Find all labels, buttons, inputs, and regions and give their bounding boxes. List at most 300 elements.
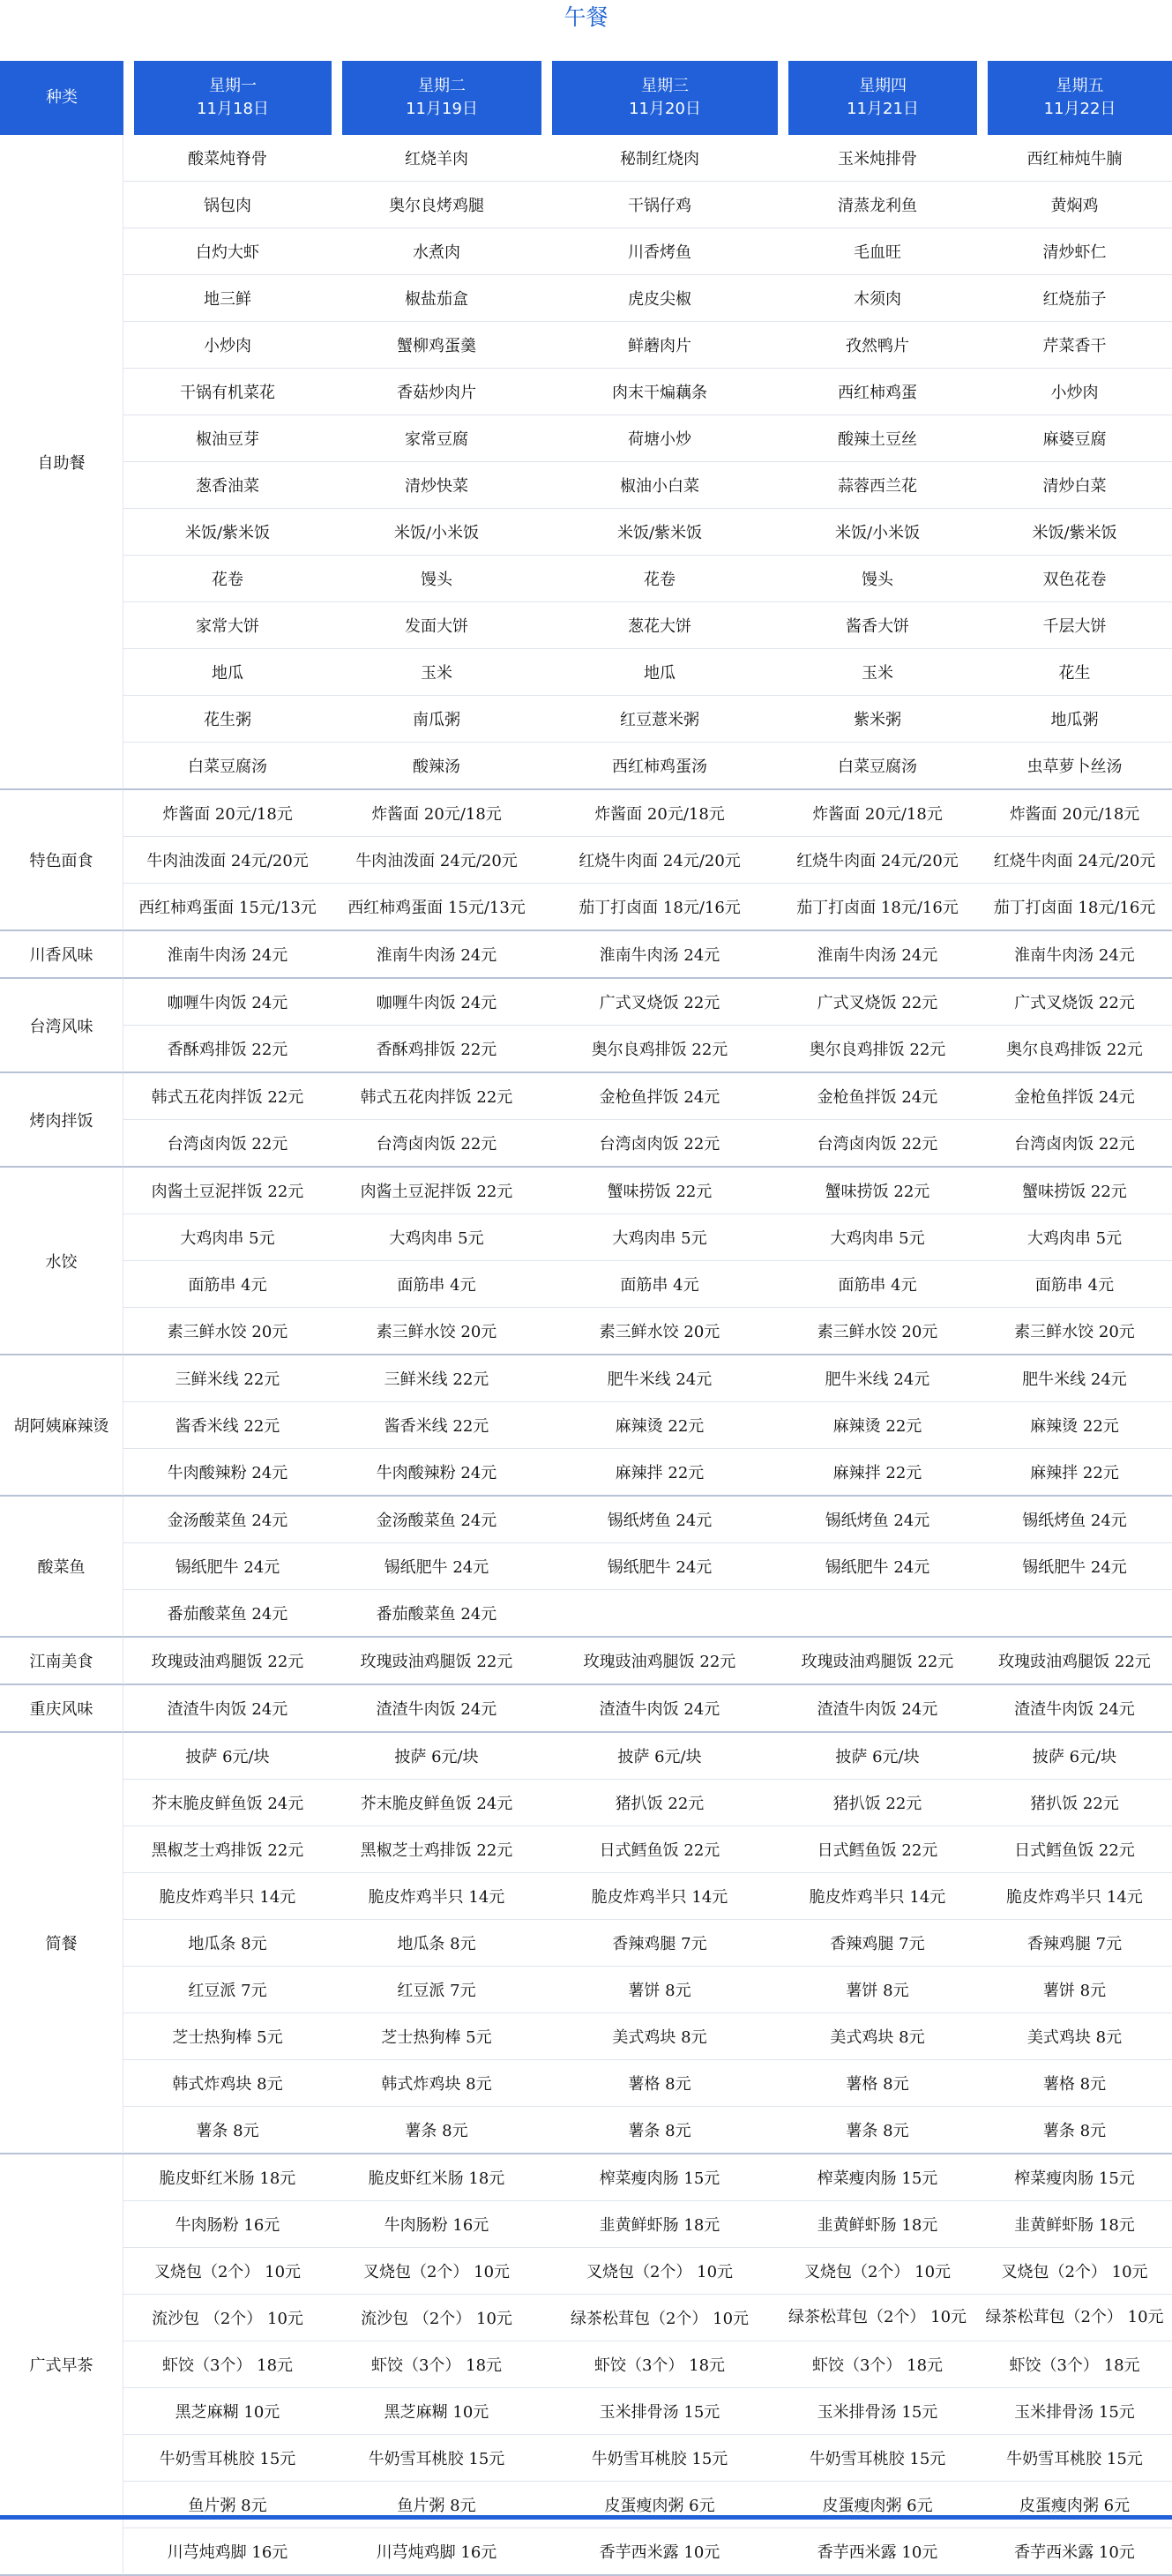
menu-item-cell: 川芎炖鸡脚 16元: [332, 2528, 541, 2576]
menu-item-cell: 清炒虾仁: [977, 228, 1172, 275]
menu-item-cell: 椒油小白菜: [541, 462, 778, 509]
menu-item-cell: 美式鸡块 8元: [977, 2013, 1172, 2060]
menu-item-cell: 茄丁打卤面 18元/16元: [541, 884, 778, 931]
menu-item-cell: 川芎炖鸡脚 16元: [123, 2528, 332, 2576]
menu-item-cell: 牛奶雪耳桃胶 15元: [541, 2435, 778, 2482]
menu-item-cell: 小炒肉: [977, 369, 1172, 415]
menu-row: [0, 1543, 1172, 1590]
menu-row: [0, 2248, 1172, 2295]
menu-item-cell: 素三鲜水饺 20元: [332, 1308, 541, 1355]
menu-item-cell: 香辣鸡腿 7元: [977, 1920, 1172, 1967]
menu-row: [0, 2435, 1172, 2482]
menu-item-cell: 锡纸肥牛 24元: [977, 1543, 1172, 1590]
menu-item-cell: 玫瑰豉油鸡腿饭 22元: [123, 1638, 332, 1685]
menu-item-cell: 薯饼 8元: [541, 1967, 778, 2013]
menu-row: [0, 182, 1172, 228]
menu-item-cell: 地瓜条 8元: [332, 1920, 541, 1967]
menu-item-cell: 地瓜条 8元: [123, 1920, 332, 1967]
menu-item-cell: 酱香米线 22元: [332, 1402, 541, 1449]
menu-item-cell: 香辣鸡腿 7元: [778, 1920, 977, 1967]
menu-row: [0, 743, 1172, 790]
category-cell: 烤肉拌饭: [0, 1073, 123, 1168]
menu-item-cell: 绿茶松茸包（2个） 10元: [541, 2295, 778, 2341]
menu-item-cell: 家常豆腐: [332, 415, 541, 462]
menu-row: [0, 1073, 1172, 1120]
menu-item-cell: 淮南牛肉汤 24元: [977, 931, 1172, 979]
menu-item-cell: 玉米排骨汤 15元: [778, 2388, 977, 2435]
menu-item-cell: 脆皮炸鸡半只 14元: [123, 1873, 332, 1920]
menu-item-cell: 清炒白菜: [977, 462, 1172, 509]
menu-item-cell: 金汤酸菜鱼 24元: [123, 1497, 332, 1543]
menu-row: [0, 2154, 1172, 2201]
menu-item-cell: 干锅有机菜花: [123, 369, 332, 415]
page-title: 午餐: [564, 4, 608, 30]
menu-item-cell: 韩式五花肉拌饭 22元: [332, 1073, 541, 1120]
menu-row: [0, 2295, 1172, 2341]
menu-item-cell: 金枪鱼拌饭 24元: [778, 1073, 977, 1120]
menu-item-cell: 台湾卤肉饭 22元: [977, 1120, 1172, 1168]
menu-item-cell: 薯条 8元: [123, 2107, 332, 2154]
menu-item-cell: 炸酱面 20元/18元: [778, 790, 977, 837]
menu-item-cell: 红豆薏米粥: [541, 696, 778, 743]
menu-item-cell: 牛肉油泼面 24元/20元: [332, 837, 541, 884]
menu-item-cell: 皮蛋瘦肉粥 6元: [977, 2482, 1172, 2528]
menu-item-cell: 韭黄鲜虾肠 18元: [541, 2201, 778, 2248]
menu-item-cell: 蟹味捞饭 22元: [541, 1168, 778, 1214]
menu-item-cell: 香菇炒肉片: [332, 369, 541, 415]
menu-item-cell: 花生: [977, 649, 1172, 696]
menu-item-cell: 渣渣牛肉饭 24元: [778, 1685, 977, 1733]
menu-body: [0, 135, 1172, 2576]
menu-row: [0, 1308, 1172, 1355]
menu-item-cell: 茄丁打卤面 18元/16元: [778, 884, 977, 931]
menu-item-cell: 台湾卤肉饭 22元: [778, 1120, 977, 1168]
menu-item-cell: 麻辣烫 22元: [977, 1402, 1172, 1449]
category-cell: 川香风味: [0, 931, 123, 979]
menu-item-cell: 水煮肉: [332, 228, 541, 275]
menu-item-cell: 披萨 6元/块: [977, 1733, 1172, 1780]
menu-item-cell: 椒盐茄盒: [332, 275, 541, 322]
menu-item-cell: 牛肉肠粉 16元: [332, 2201, 541, 2248]
menu-row: [0, 275, 1172, 322]
menu-item-cell: 咖喱牛肉饭 24元: [332, 979, 541, 1026]
category-cell: 江南美食: [0, 1638, 123, 1685]
menu-item-cell: 猪扒饭 22元: [778, 1780, 977, 1826]
menu-item-cell: 木须肉: [778, 275, 977, 322]
menu-item-cell: 广式叉烧饭 22元: [778, 979, 977, 1026]
category-cell: 广式早茶: [0, 2154, 123, 2576]
menu-item-cell: 叉烧包（2个） 10元: [332, 2248, 541, 2295]
menu-item-cell: 面筋串 4元: [541, 1261, 778, 1308]
menu-item-cell: 玉米排骨汤 15元: [977, 2388, 1172, 2435]
menu-item-cell: 披萨 6元/块: [123, 1733, 332, 1780]
menu-item-cell: 麻婆豆腐: [977, 415, 1172, 462]
menu-item-cell: 牛奶雪耳桃胶 15元: [778, 2435, 977, 2482]
menu-item-cell: 酱香大饼: [778, 602, 977, 649]
menu-item-cell: 脆皮炸鸡半只 14元: [332, 1873, 541, 1920]
menu-item-cell: 薯格 8元: [778, 2060, 977, 2107]
menu-item-cell: 鱼片粥 8元: [332, 2482, 541, 2528]
menu-item-cell: 肉酱土豆泥拌饭 22元: [123, 1168, 332, 1214]
menu-item-cell: 玫瑰豉油鸡腿饭 22元: [977, 1638, 1172, 1685]
menu-item-cell: 渣渣牛肉饭 24元: [123, 1685, 332, 1733]
header-weekday: 星期四: [859, 77, 907, 95]
menu-item-cell: 薯格 8元: [541, 2060, 778, 2107]
category-cell: 胡阿姨麻辣烫: [0, 1355, 123, 1497]
menu-item-cell: 脆皮虾红米肠 18元: [123, 2154, 332, 2201]
menu-item-cell: 千层大饼: [977, 602, 1172, 649]
menu-item-cell: 锡纸肥牛 24元: [541, 1543, 778, 1590]
menu-item-cell: 薯格 8元: [977, 2060, 1172, 2107]
menu-item-cell: 披萨 6元/块: [541, 1733, 778, 1780]
menu-item-cell: 广式叉烧饭 22元: [977, 979, 1172, 1026]
menu-item-cell: 麻辣烫 22元: [778, 1402, 977, 1449]
menu-item-cell: 流沙包 （2个） 10元: [123, 2295, 332, 2341]
menu-row: [0, 462, 1172, 509]
menu-item-cell: 叉烧包（2个） 10元: [977, 2248, 1172, 2295]
category-cell: 水饺: [0, 1168, 123, 1355]
menu-item-cell: 猪扒饭 22元: [977, 1780, 1172, 1826]
menu-item-cell: 黑椒芝士鸡排饭 22元: [123, 1826, 332, 1873]
menu-row: [0, 696, 1172, 743]
menu-item-cell: 披萨 6元/块: [332, 1733, 541, 1780]
menu-item-cell: 肉末干煸藕条: [541, 369, 778, 415]
menu-item-cell: 薯条 8元: [778, 2107, 977, 2154]
menu-item-cell: 脆皮炸鸡半只 14元: [541, 1873, 778, 1920]
menu-item-cell: 红豆派 7元: [332, 1967, 541, 2013]
header-weekday: 星期二: [418, 77, 466, 95]
menu-item-cell: 红烧茄子: [977, 275, 1172, 322]
menu-item-cell: 薯条 8元: [541, 2107, 778, 2154]
menu-item-cell: 虾饺（3个） 18元: [778, 2341, 977, 2388]
category-cell: 简餐: [0, 1733, 123, 2154]
menu-row: [0, 1402, 1172, 1449]
menu-item-cell: 叉烧包（2个） 10元: [123, 2248, 332, 2295]
menu-row: [0, 2013, 1172, 2060]
menu-row: [0, 1355, 1172, 1402]
menu-row: [0, 1733, 1172, 1780]
menu-item-cell: 猪扒饭 22元: [541, 1780, 778, 1826]
menu-row: [0, 2201, 1172, 2248]
menu-item-cell: 家常大饼: [123, 602, 332, 649]
menu-item-cell: 芥末脆皮鲜鱼饭 24元: [123, 1780, 332, 1826]
menu-row: [0, 1826, 1172, 1873]
header-weekday: 星期五: [1056, 77, 1104, 95]
menu-item-cell: 奥尔良烤鸡腿: [332, 182, 541, 228]
menu-item-cell: 芹菜香干: [977, 322, 1172, 369]
menu-row: [0, 415, 1172, 462]
menu-item-cell: 花卷: [541, 556, 778, 602]
menu-item-cell: 炸酱面 20元/18元: [541, 790, 778, 837]
menu-item-cell: 地三鲜: [123, 275, 332, 322]
menu-item-cell: 黑芝麻糊 10元: [123, 2388, 332, 2435]
menu-item-cell: 脆皮虾红米肠 18元: [332, 2154, 541, 2201]
category-cell: 特色面食: [0, 790, 123, 931]
menu-item-cell: 蟹味捞饭 22元: [977, 1168, 1172, 1214]
menu-item-cell: 肥牛米线 24元: [778, 1355, 977, 1402]
header-date: 11月18日: [197, 100, 269, 118]
menu-row: [0, 1920, 1172, 1967]
menu-row: [0, 1638, 1172, 1685]
menu-item-cell: 蒜蓉西兰花: [778, 462, 977, 509]
menu-item-cell: 芝士热狗棒 5元: [332, 2013, 541, 2060]
header-weekday: 星期三: [641, 77, 689, 95]
menu-item-cell: 美式鸡块 8元: [541, 2013, 778, 2060]
menu-item-cell: 白菜豆腐汤: [778, 743, 977, 790]
header-day: [778, 61, 977, 135]
menu-item-cell: [778, 1590, 977, 1638]
menu-row: [0, 1497, 1172, 1543]
menu-item-cell: 秘制红烧肉: [541, 135, 778, 182]
menu-item-cell: 榨菜瘦肉肠 15元: [778, 2154, 977, 2201]
menu-item-cell: 鲜蘑肉片: [541, 322, 778, 369]
menu-item-cell: 皮蛋瘦肉粥 6元: [541, 2482, 778, 2528]
menu-item-cell: 清炒快菜: [332, 462, 541, 509]
header-date: 11月22日: [1043, 100, 1116, 118]
menu-row: [0, 1449, 1172, 1497]
menu-item-cell: 白灼大虾: [123, 228, 332, 275]
menu-item-cell: 麻辣拌 22元: [778, 1449, 977, 1497]
menu-row: [0, 790, 1172, 837]
menu-row: [0, 322, 1172, 369]
header-date: 11月19日: [406, 100, 478, 118]
menu-item-cell: 炸酱面 20元/18元: [123, 790, 332, 837]
menu-item-cell: 肉酱土豆泥拌饭 22元: [332, 1168, 541, 1214]
menu-item-cell: 炸酱面 20元/18元: [332, 790, 541, 837]
menu-item-cell: 红烧羊肉: [332, 135, 541, 182]
menu-row: [0, 649, 1172, 696]
menu-item-cell: 台湾卤肉饭 22元: [541, 1120, 778, 1168]
menu-item-cell: 米饭/紫米饭: [123, 509, 332, 556]
menu-row: [0, 228, 1172, 275]
menu-item-cell: 金枪鱼拌饭 24元: [541, 1073, 778, 1120]
menu-item-cell: 薯饼 8元: [778, 1967, 977, 2013]
menu-item-cell: 小炒肉: [123, 322, 332, 369]
menu-row: [0, 2388, 1172, 2435]
menu-item-cell: 红烧牛肉面 24元/20元: [541, 837, 778, 884]
menu-item-cell: 酸辣土豆丝: [778, 415, 977, 462]
menu-row: [0, 979, 1172, 1026]
menu-item-cell: 广式叉烧饭 22元: [541, 979, 778, 1026]
menu-row: [0, 884, 1172, 931]
menu-item-cell: 牛奶雪耳桃胶 15元: [977, 2435, 1172, 2482]
menu-item-cell: 玫瑰豉油鸡腿饭 22元: [332, 1638, 541, 1685]
menu-row: [0, 1214, 1172, 1261]
menu-item-cell: 香酥鸡排饭 22元: [332, 1026, 541, 1073]
menu-item-cell: 大鸡肉串 5元: [778, 1214, 977, 1261]
menu-item-cell: 面筋串 4元: [778, 1261, 977, 1308]
menu-item-cell: 西红柿鸡蛋面 15元/13元: [123, 884, 332, 931]
menu-item-cell: 台湾卤肉饭 22元: [332, 1120, 541, 1168]
menu-item-cell: 牛肉酸辣粉 24元: [332, 1449, 541, 1497]
menu-item-cell: 锡纸肥牛 24元: [332, 1543, 541, 1590]
menu-item-cell: 脆皮炸鸡半只 14元: [977, 1873, 1172, 1920]
menu-item-cell: 淮南牛肉汤 24元: [541, 931, 778, 979]
menu-item-cell: 西红柿鸡蛋汤: [541, 743, 778, 790]
menu-item-cell: 紫米粥: [778, 696, 977, 743]
menu-item-cell: 花生粥: [123, 696, 332, 743]
menu-item-cell: 黄焖鸡: [977, 182, 1172, 228]
menu-item-cell: 披萨 6元/块: [778, 1733, 977, 1780]
menu-item-cell: 牛肉油泼面 24元/20元: [123, 837, 332, 884]
menu-item-cell: 玫瑰豉油鸡腿饭 22元: [778, 1638, 977, 1685]
menu-item-cell: 红烧牛肉面 24元/20元: [977, 837, 1172, 884]
menu-item-cell: 酸辣汤: [332, 743, 541, 790]
header-day: [541, 61, 778, 135]
menu-item-cell: 薯条 8元: [332, 2107, 541, 2154]
menu-item-cell: 香芋西米露 10元: [541, 2528, 778, 2576]
menu-row: [0, 2341, 1172, 2388]
menu-item-cell: 虎皮尖椒: [541, 275, 778, 322]
menu-item-cell: 牛奶雪耳桃胶 15元: [123, 2435, 332, 2482]
menu-item-cell: 韭黄鲜虾肠 18元: [977, 2201, 1172, 2248]
menu-item-cell: 脆皮炸鸡半只 14元: [778, 1873, 977, 1920]
menu-item-cell: 黑椒芝士鸡排饭 22元: [332, 1826, 541, 1873]
menu-item-cell: 肥牛米线 24元: [541, 1355, 778, 1402]
menu-item-cell: 茄丁打卤面 18元/16元: [977, 884, 1172, 931]
menu-row: [0, 556, 1172, 602]
menu-item-cell: 米饭/紫米饭: [977, 509, 1172, 556]
menu-item-cell: 锅包肉: [123, 182, 332, 228]
menu-item-cell: 香芋西米露 10元: [778, 2528, 977, 2576]
menu-item-cell: 馒头: [332, 556, 541, 602]
menu-item-cell: 干锅仔鸡: [541, 182, 778, 228]
menu-item-cell: 韭黄鲜虾肠 18元: [778, 2201, 977, 2248]
menu-item-cell: 虾饺（3个） 18元: [977, 2341, 1172, 2388]
menu-item-cell: 面筋串 4元: [123, 1261, 332, 1308]
menu-item-cell: 绿茶松茸包（2个） 10元: [977, 2295, 1172, 2341]
menu-item-cell: 台湾卤肉饭 22元: [123, 1120, 332, 1168]
menu-item-cell: 锡纸肥牛 24元: [778, 1543, 977, 1590]
menu-item-cell: 美式鸡块 8元: [778, 2013, 977, 2060]
menu-row: [0, 1873, 1172, 1920]
menu-item-cell: 金枪鱼拌饭 24元: [977, 1073, 1172, 1120]
lunch-menu-table: [0, 61, 1172, 2576]
menu-item-cell: 日式鳕鱼饭 22元: [541, 1826, 778, 1873]
menu-item-cell: 淮南牛肉汤 24元: [123, 931, 332, 979]
menu-item-cell: 黑芝麻糊 10元: [332, 2388, 541, 2435]
menu-item-cell: 大鸡肉串 5元: [123, 1214, 332, 1261]
menu-item-cell: 叉烧包（2个） 10元: [541, 2248, 778, 2295]
menu-row: [0, 135, 1172, 182]
header-day: [332, 61, 541, 135]
menu-item-cell: 玫瑰豉油鸡腿饭 22元: [541, 1638, 778, 1685]
menu-item-cell: 日式鳕鱼饭 22元: [778, 1826, 977, 1873]
menu-item-cell: 玉米: [332, 649, 541, 696]
menu-item-cell: 日式鳕鱼饭 22元: [977, 1826, 1172, 1873]
category-cell: 台湾风味: [0, 979, 123, 1073]
menu-item-cell: 地瓜粥: [977, 696, 1172, 743]
menu-item-cell: 葱香油菜: [123, 462, 332, 509]
menu-item-cell: 米饭/小米饭: [778, 509, 977, 556]
menu-item-cell: 三鲜米线 22元: [123, 1355, 332, 1402]
menu-item-cell: 红烧牛肉面 24元/20元: [778, 837, 977, 884]
menu-item-cell: 素三鲜水饺 20元: [778, 1308, 977, 1355]
menu-item-cell: 素三鲜水饺 20元: [123, 1308, 332, 1355]
menu-item-cell: 双色花卷: [977, 556, 1172, 602]
menu-item-cell: 榨菜瘦肉肠 15元: [541, 2154, 778, 2201]
menu-item-cell: 虫草萝卜丝汤: [977, 743, 1172, 790]
menu-item-cell: 西红柿炖牛腩: [977, 135, 1172, 182]
header-day: [123, 61, 332, 135]
category-cell: 重庆风味: [0, 1685, 123, 1733]
menu-row: [0, 1026, 1172, 1073]
menu-item-cell: [977, 1590, 1172, 1638]
menu-item-cell: 南瓜粥: [332, 696, 541, 743]
menu-item-cell: 麻辣拌 22元: [977, 1449, 1172, 1497]
header-date: 11月21日: [847, 100, 919, 118]
menu-item-cell: 叉烧包（2个） 10元: [778, 2248, 977, 2295]
menu-item-cell: 虾饺（3个） 18元: [123, 2341, 332, 2388]
menu-item-cell: 虾饺（3个） 18元: [541, 2341, 778, 2388]
menu-item-cell: [541, 1590, 778, 1638]
menu-row: [0, 2107, 1172, 2154]
menu-row: [0, 2528, 1172, 2576]
menu-item-cell: 鱼片粥 8元: [123, 2482, 332, 2528]
menu-item-cell: 花卷: [123, 556, 332, 602]
menu-item-cell: 玉米炖排骨: [778, 135, 977, 182]
menu-item-cell: 锡纸烤鱼 24元: [977, 1497, 1172, 1543]
menu-item-cell: 渣渣牛肉饭 24元: [977, 1685, 1172, 1733]
category-cell: 自助餐: [0, 135, 123, 790]
menu-item-cell: 香芋西米露 10元: [977, 2528, 1172, 2576]
menu-row: [0, 1685, 1172, 1733]
menu-item-cell: 麻辣拌 22元: [541, 1449, 778, 1497]
menu-item-cell: 玉米排骨汤 15元: [541, 2388, 778, 2435]
menu-item-cell: 芝士热狗棒 5元: [123, 2013, 332, 2060]
menu-item-cell: 芥末脆皮鲜鱼饭 24元: [332, 1780, 541, 1826]
menu-row: [0, 1120, 1172, 1168]
menu-row: [0, 509, 1172, 556]
menu-item-cell: 咖喱牛肉饭 24元: [123, 979, 332, 1026]
menu-item-cell: 渣渣牛肉饭 24元: [541, 1685, 778, 1733]
bottom-accent-bar: [0, 2515, 1172, 2520]
menu-item-cell: 锡纸烤鱼 24元: [541, 1497, 778, 1543]
menu-row: [0, 1168, 1172, 1214]
menu-item-cell: 虾饺（3个） 18元: [332, 2341, 541, 2388]
menu-item-cell: 大鸡肉串 5元: [541, 1214, 778, 1261]
menu-item-cell: 地瓜: [541, 649, 778, 696]
menu-row: [0, 2060, 1172, 2107]
header-day: [977, 61, 1172, 135]
menu-item-cell: 薯饼 8元: [977, 1967, 1172, 2013]
menu-row: [0, 1590, 1172, 1638]
menu-item-cell: 奥尔良鸡排饭 22元: [541, 1026, 778, 1073]
menu-item-cell: 牛肉酸辣粉 24元: [123, 1449, 332, 1497]
menu-item-cell: 面筋串 4元: [977, 1261, 1172, 1308]
menu-item-cell: 三鲜米线 22元: [332, 1355, 541, 1402]
menu-item-cell: 地瓜: [123, 649, 332, 696]
menu-item-cell: 红豆派 7元: [123, 1967, 332, 2013]
menu-item-cell: 米饭/紫米饭: [541, 509, 778, 556]
menu-item-cell: 韩式五花肉拌饭 22元: [123, 1073, 332, 1120]
menu-item-cell: 锡纸肥牛 24元: [123, 1543, 332, 1590]
menu-item-cell: 韩式炸鸡块 8元: [332, 2060, 541, 2107]
menu-item-cell: 香酥鸡排饭 22元: [123, 1026, 332, 1073]
menu-item-cell: 锡纸烤鱼 24元: [778, 1497, 977, 1543]
menu-item-cell: 榨菜瘦肉肠 15元: [977, 2154, 1172, 2201]
menu-item-cell: 蟹味捞饭 22元: [778, 1168, 977, 1214]
menu-item-cell: 川香烤鱼: [541, 228, 778, 275]
menu-item-cell: 薯条 8元: [977, 2107, 1172, 2154]
menu-item-cell: 清蒸龙利鱼: [778, 182, 977, 228]
menu-item-cell: 番茄酸菜鱼 24元: [123, 1590, 332, 1638]
menu-item-cell: 面筋串 4元: [332, 1261, 541, 1308]
menu-row: [0, 1261, 1172, 1308]
menu-item-cell: 孜然鸭片: [778, 322, 977, 369]
menu-item-cell: 牛奶雪耳桃胶 15元: [332, 2435, 541, 2482]
category-cell: 酸菜鱼: [0, 1497, 123, 1638]
